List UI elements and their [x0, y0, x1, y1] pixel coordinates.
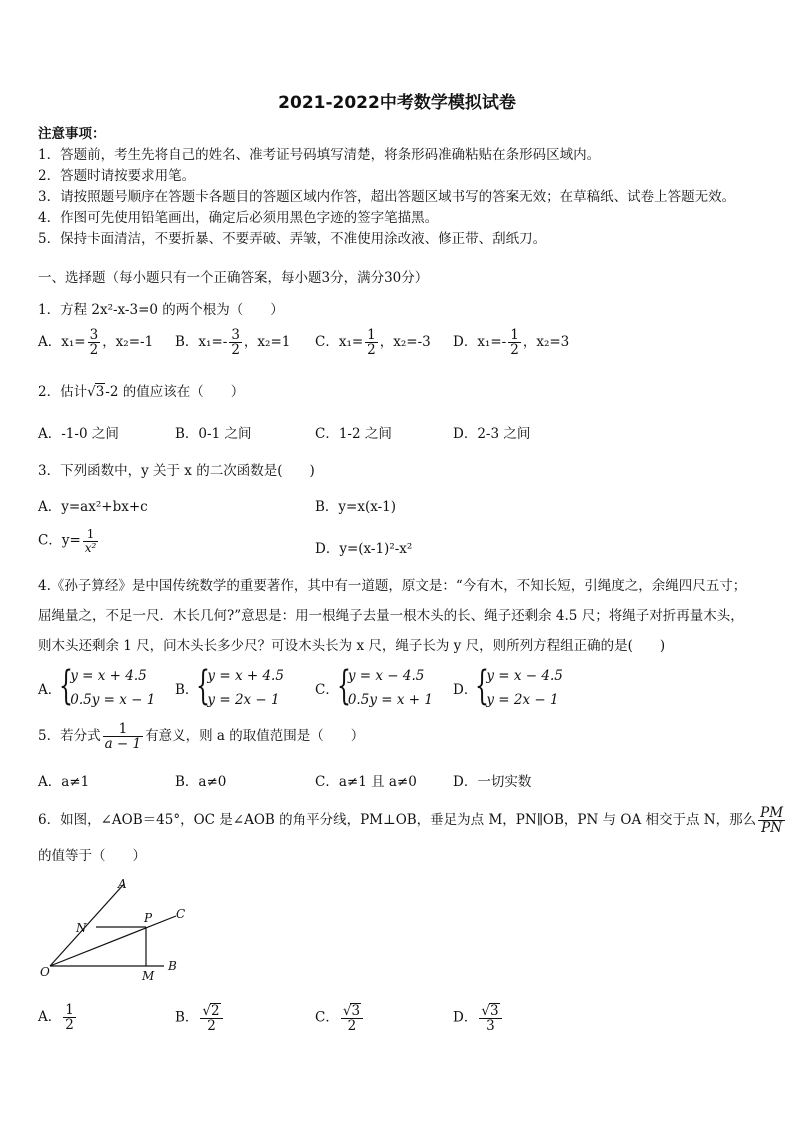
q1-d-den: 2	[510, 342, 519, 359]
q1-c-label: C．x₁=	[315, 334, 364, 351]
q1-a-tail: ，x₂=-1	[102, 334, 154, 351]
q6-frac-num: PM	[760, 805, 784, 821]
notice-item-5: 5．保持卡面清洁，不要折暴、不要弄破、弄皱，不准使用涂改液、修正带、刮纸刀。	[38, 231, 547, 247]
q5-option-d[interactable]: D．一切实数	[453, 774, 532, 790]
label-c: C	[176, 907, 186, 921]
q6-option-b[interactable]	[175, 1003, 225, 1033]
q6-option-d[interactable]	[453, 1003, 504, 1033]
q1-b-label: B．x₁=-	[175, 334, 228, 351]
q4-c-eq2: 0.5y = x + 1	[347, 692, 433, 708]
q6-c-label: C．	[315, 1009, 339, 1026]
q1-b-tail: ，x₂=1	[243, 334, 291, 351]
q5-option-c[interactable]: C．a≠1 且 a≠0	[315, 774, 417, 790]
q5-den: a − 1	[104, 736, 142, 753]
q5-stem	[38, 722, 364, 751]
notice-item-3: 3．请按照题号顺序在答题卡各题目的答题区域内作答，超出答题区域书写的答案无效；在草稿纸、试卷上答题无效。	[38, 189, 736, 205]
q6-d-radicand: 3	[489, 1003, 499, 1019]
label-a: A	[118, 877, 127, 891]
q4-a-label: A．	[38, 682, 62, 698]
q4-b-eq2: y = 2x − 1	[207, 692, 280, 708]
q3-c-num: 1	[83, 528, 99, 542]
q6-b-label: B．	[175, 1009, 199, 1026]
page-title: 2021-2022中考数学模拟试卷	[278, 93, 516, 113]
q5-option-a[interactable]: A．a≠1	[38, 774, 90, 790]
notice-item-1: 1．答题前，考生先将自己的姓名、准考证号码填写清楚，将条形码准确粘贴在条形码区域内。	[38, 147, 601, 163]
q2-option-b[interactable]: B．0-1 之间	[175, 426, 252, 442]
label-n: N	[76, 921, 87, 935]
q2-option-a[interactable]: A．-1-0 之间	[38, 426, 119, 442]
q4-b-label: B．	[175, 682, 199, 698]
q1-c-tail: ，x₂=-3	[379, 334, 431, 351]
geometry-figure	[36, 872, 196, 984]
q1-c-num: 1	[367, 327, 376, 343]
section-heading: 一、选择题（每小题只有一个正确答案，每小题3分，满分30分）	[38, 270, 429, 286]
q4-option-c[interactable]	[315, 664, 433, 712]
sqrt-icon: √	[87, 384, 96, 400]
q6-b-radicand: 2	[211, 1003, 220, 1019]
q1-c-den: 2	[367, 342, 376, 359]
q2-option-c[interactable]: C．1-2 之间	[315, 426, 392, 442]
q4-d-eq1: { y = x − 4.5	[486, 668, 563, 684]
label-m: M	[142, 969, 155, 983]
q2-stem-post: -2 的值应该在（ ）	[105, 384, 245, 400]
q6-d-label: D．	[453, 1009, 478, 1026]
ray-oc	[50, 916, 176, 966]
q3-c-label: C．y=	[38, 532, 81, 549]
q1-a-den: 2	[89, 342, 99, 359]
q3-option-a[interactable]: A．y=ax²+bx+c	[38, 499, 148, 515]
q6-line-2: 的值等于（ ）	[38, 848, 146, 864]
q2-stem	[38, 380, 244, 400]
q2-radicand: 3	[95, 384, 105, 400]
q3-stem: 3．下列函数中，y 关于 x 的二次函数是( )	[38, 463, 315, 479]
q3-c-den: x²	[84, 540, 97, 555]
q3-option-d[interactable]: D．y=(x-1)²-x²	[315, 541, 413, 557]
q4-d-label: D．	[453, 682, 478, 698]
q4-line-2: 屈绳量之，不足一尺．木长几何?”意思是：用一根绳子去量一根木头的长、绳子还剩余 4.5 尺；将绳子对折再量木头，	[38, 608, 744, 624]
q5-num: 1	[103, 722, 144, 737]
notice-item-4: 4．作图可先使用铅笔画出，确定后必须用黑色字迹的签字笔描黑。	[38, 210, 439, 226]
label-b: B	[168, 959, 177, 973]
q6-a-label: A．	[38, 1009, 62, 1026]
q1-a-label: A．x₁=	[38, 334, 86, 351]
q6-d-den: 3	[486, 1018, 495, 1035]
q1-d-label: D．x₁=-	[453, 334, 507, 351]
ray-oa	[50, 884, 124, 966]
q1-stem: 1．方程 2x²-x-3=0 的两个根为（ ）	[38, 302, 284, 318]
sqrt-icon: √	[202, 1003, 212, 1019]
q6-option-a[interactable]	[38, 1003, 78, 1032]
q3-option-c[interactable]	[38, 528, 100, 554]
sqrt-icon: √	[481, 1003, 490, 1019]
notice-heading: 注意事项：	[38, 126, 106, 142]
q6-b-den: 2	[207, 1018, 216, 1035]
q4-d-eq2: y = 2x − 1	[486, 692, 559, 708]
q6-c-den: 2	[347, 1018, 357, 1035]
q6-frac-den: PN	[761, 820, 783, 837]
label-o: O	[40, 965, 50, 979]
q6-line-1-text: 6．如图，∠AOB＝45°，OC 是∠AOB 的角平分线，PM⊥OB，垂足为点 M，PN∥OB，PN 与 OA 相交于点 N，那么	[38, 812, 757, 829]
q1-option-c[interactable]	[315, 328, 431, 357]
q4-line-3: 则木头还剩余 1 尺，问木头长多少尺？可设木头长为 x 尺，绳子长为 y 尺，则所列方程组正确的是( )	[38, 638, 666, 654]
q4-option-d[interactable]	[453, 664, 563, 712]
q4-a-eq1: { y = x + 4.5	[70, 668, 147, 684]
q2-option-d[interactable]: D．2-3 之间	[453, 426, 531, 442]
q6-a-den: 2	[65, 1017, 74, 1034]
label-p: P	[144, 911, 153, 925]
q4-c-eq1: { y = x − 4.5	[347, 668, 425, 684]
q6-c-radicand: 3	[351, 1003, 361, 1019]
q1-d-tail: ，x₂=3	[522, 334, 570, 351]
q2-stem-pre: 2．估计	[38, 384, 88, 400]
q4-b-eq1: { y = x + 4.5	[207, 668, 284, 684]
q4-c-label: C．	[315, 682, 339, 698]
q5-stem-post: 有意义，则 a 的取值范围是（ ）	[145, 728, 365, 745]
q1-option-a[interactable]	[38, 328, 153, 357]
q5-option-b[interactable]: B．a≠0	[175, 774, 227, 790]
q6-line-1	[38, 806, 787, 835]
q1-option-b[interactable]	[175, 328, 290, 357]
q4-line-1: 4.《孙子算经》是中国传统数学的重要著作，其中有一道题，原文是：“今有木，不知长短，引绳度之，余绳四尺五寸；	[38, 578, 747, 594]
notice-item-2: 2．答题时请按要求用笔。	[38, 168, 196, 184]
q3-option-b[interactable]: B．y=x(x-1)	[315, 499, 397, 515]
q1-b-den: 2	[231, 342, 240, 359]
sqrt-icon: √	[342, 1003, 352, 1019]
q4-option-a[interactable]	[38, 664, 155, 712]
q4-option-b[interactable]	[175, 664, 284, 712]
q1-option-d[interactable]	[453, 328, 569, 357]
q5-stem-pre: 5．若分式	[38, 728, 101, 745]
q1-b-num: 3	[231, 327, 240, 343]
q6-option-c[interactable]	[315, 1003, 365, 1033]
q1-a-num: 3	[89, 327, 99, 343]
q1-d-num: 1	[510, 327, 519, 343]
q4-a-eq2: 0.5y = x − 1	[70, 692, 156, 708]
q6-a-num: 1	[65, 1002, 74, 1018]
